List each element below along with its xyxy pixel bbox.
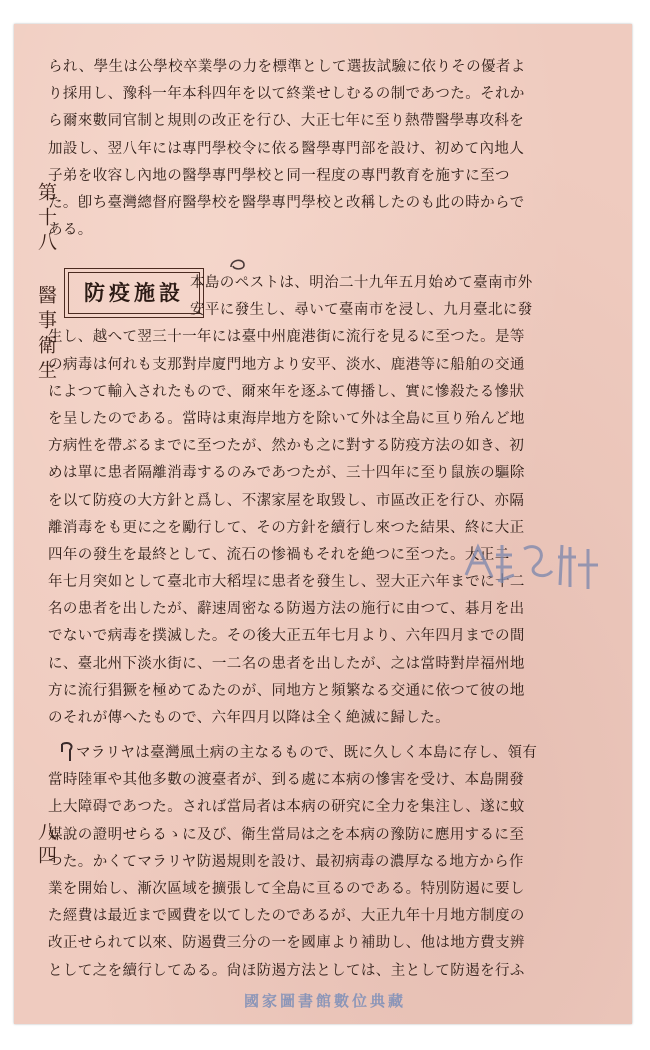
text-line: 生し、越へて翌三十一年には臺中州鹿港街に流行を見るに至つた。是等 (48, 329, 525, 346)
text-line: 年七月突如として臺北市大稻埕に患者を發生し、翌大正六年までに十二 (48, 574, 525, 591)
text-line: マラリヤは臺灣風土病の主なるもので、既に久しく本島に存し、領有 (76, 745, 538, 761)
library-watermark-logo (458, 535, 606, 597)
pencil-paragraph-mark (58, 740, 78, 764)
text-line: ら爾來數同官制と規則の改正を行ひ、大正七年に至り熱帶醫學專攻科を (48, 113, 525, 130)
text-line: の病毒は何れも支那對岸廈門地方より安平、淡水、鹿港等に船舶の交通 (48, 356, 525, 373)
text-line: 名の患者を出したが、辭速周密なる防遏方法の施行に由つて、碁月を出 (48, 601, 525, 618)
text-line: によつて輸入されたもので、爾來年を逐ふて傳播し、實に慘殺たる慘狀 (48, 383, 525, 400)
text-line: 當時陸軍や其他多數の渡臺者が、到る處に本病の慘害を受け、本島開發 (48, 772, 525, 789)
text-line: た經費は最近まで國費を以てしたのであるが、大正九年十月地方制度の (48, 908, 525, 925)
text-line: 四年の發生を最終として、流石の惨禍もそれを絶つに至つた。大正二 (48, 546, 510, 563)
text-line: 安平に發生し、尋いて臺南市を浸し、九月臺北に發 (190, 302, 533, 319)
text-line: 媒說の證明せらるゝに及び、衛生當局は之を本病の豫防に應用するに至 (48, 826, 525, 843)
text-line: めは單に患者隔離消毒するのみであつたが、三十四年に至り鼠族の驅除 (48, 465, 525, 482)
text-line: 加設し、翌八年には專門學校令に依る醫學專門部を設け、初めて內地人 (48, 140, 525, 157)
text-line: 業を開始し、漸次區域を擴張して全島に亘るのである。特別防遏に要し (48, 880, 525, 897)
text-line: 子弟を收容し內地の醫學專門學校と同一程度の專門教育を施すに至つ (48, 167, 510, 184)
text-line: 本島のペストは、明治二十九年五月始めて臺南市外 (190, 275, 533, 291)
text-line: 改正せられて以來、防遏費三分の一を國庫より補助し、他は地方費支辨 (48, 935, 525, 952)
text-line: を呈したのである。當時は東海岸地方を除いて外は全島に亘り殆んど地 (48, 410, 525, 427)
text-line: 上大障碍であつた。されば當局者は本病の研究に全力を集注し、遂に蚊 (48, 799, 525, 816)
text-line: を以て防疫の大方針と爲し、不潔家屋を取毀し、市區改正を行ひ、亦隔 (48, 492, 525, 509)
text-line: として之を續行してゐる。尙ほ防遏方法としては、主として防遏を行ふ (48, 962, 525, 979)
paragraph-3 (48, 740, 604, 985)
footer-watermark: 國家圖書館數位典藏 (243, 992, 406, 1010)
side-header: 第十八 醫事衛生 (35, 182, 57, 385)
page-number: 八四 (35, 822, 57, 868)
text-line: つた。かくてマラリヤ防遏規則を設け、最初病毒の濃厚なる地方から作 (48, 853, 524, 870)
text-line: のそれが傳へたもので、六年四月以降は全く絶滅に歸した。 (48, 710, 451, 726)
text-line: た。卽ち臺灣總督府醫學校を醫學專門學校と改稱したのも此の時からで (48, 194, 525, 211)
section-heading: 防疫施設 (68, 272, 200, 314)
text-line: 方に流行猖獗を極めてゐたのが、同地方と頻繁なる交通に依つて彼の地 (48, 682, 525, 699)
text-line: に、臺北州下淡水街に、一二名の患者を出したが、之は當時對岸福州地 (48, 655, 525, 672)
paragraph-2 (48, 270, 604, 732)
text-line: 方病性を帶ぶるまでに至つたが、然かも之に對する防疫方法の如き、初 (48, 438, 525, 455)
pencil-circle-mark (228, 255, 248, 273)
text-line: ある。 (48, 222, 93, 239)
text-line: でないで病毒を撲滅した。その後大正五年七月より、六年四月までの間 (48, 628, 525, 645)
text-line: 離消毒をも更に之を勵行して、その方針を續行し來つた結果、終に大正 (48, 519, 525, 536)
text-line: り採用し、豫科一年本科四年を以て終業せしむるの制であつた。それか (48, 86, 525, 103)
text-line: られ、學生は公學校卒業學の力を標準として選抜試驗に依りその優者よ (48, 59, 526, 75)
paragraph-1 (48, 54, 604, 244)
